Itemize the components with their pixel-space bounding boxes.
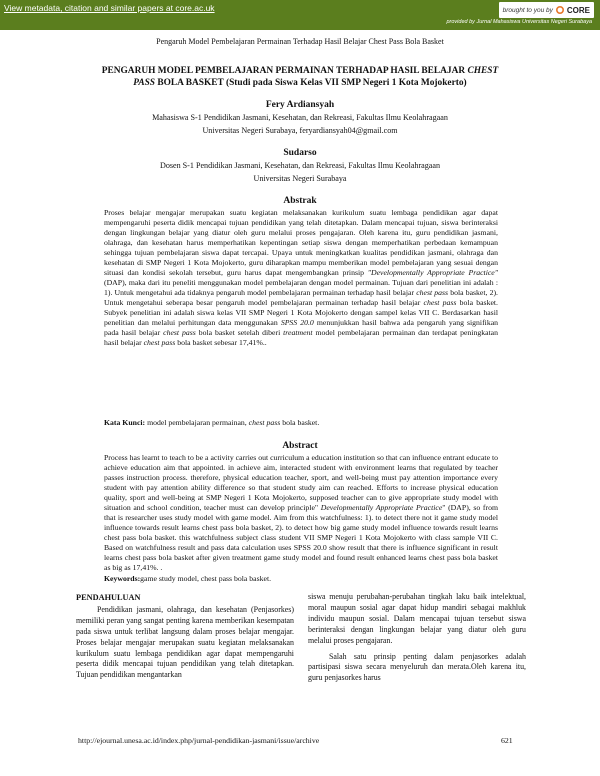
abstract-text: " (DAP), so from that is researcher uses study model with game model. Aim from this watchfulness: 1). to detect there not it game study model influence towards result learns chest pass bola basket, 2). to detect how big game study model influence towards result learns chest pass bola basket. this watchfulness subject class student VII SMP Negeri 1 Kota Mojokerto with class sample VII C. Based on watchfulness result and pass data calculation uses SPSS 20.0 show result that there is influence significant in result learns chest pass bola basket after given treatment game study model and found result enhanced learns chest pass bola basket as big as 17,41%. . bbox=[104, 503, 498, 572]
page-number: 621 bbox=[501, 736, 513, 745]
provided-by-text: provided by Jurnal Mahasiswa Universitas Negeri Surabaya bbox=[446, 19, 592, 25]
intro-paragraph: siswa menuju perubahan-perubahan tingkah laku baik intelektual, moral maupun sosial agar dapat hidup mandiri sebagai makhluk individu maupun sosial. Dalam mencapai tujuan tersebut siswa berinteraksi dengan lingkungan belajar yang diatur oleh guru melalui proses pengajaran. bbox=[308, 592, 526, 645]
abstrak-italic: "Developmentally Appropriate Practice" bbox=[367, 268, 498, 277]
abstrak-italic: chest pass bbox=[163, 328, 196, 337]
abstrak-heading: Abstrak bbox=[283, 196, 317, 206]
intro-heading: PENDAHULUAN bbox=[76, 593, 141, 602]
kata-kunci-label: Kata Kunci: bbox=[104, 418, 146, 427]
kata-kunci bbox=[104, 418, 498, 428]
intro-right-column bbox=[308, 592, 526, 684]
intro-left-column bbox=[76, 593, 294, 681]
abstrak-text: bola basket, 2). Untuk mengetahui seberapa besar pengaruh model pembelajaran permainan terhadap hasil belajar bbox=[104, 288, 498, 307]
intro-paragraph: Pendidikan jasmani, olahraga, dan kesehatan (Penjasorkes) memiliki peran yang sangat penting karena memberikan kesempatan pada siswa untuk terlibat langsung dalam proses belajar mengajar. Proses belajar mengajar merupakan suatu kegiatan melaksanakan kurikulum suatu lembaga pendidikan agar dapat mempengaruhi peserta didik mencapai tujuan pendidikan yang telah ditetapkan. Tujuan pendidikan mengantarkan bbox=[76, 604, 294, 680]
title-italic: PASS bbox=[133, 77, 156, 88]
abstrak-text: (DAP), maka dari itu peneliti menggunakan model pembelajaran dengan model permainan. Tujuan dari penelitian ini adalah : 1). Untuk mengetahui ada tidaknya pengaruh model pembelajaran permainan terhadap hasil belajar bbox=[104, 278, 498, 297]
author-name-1: Fery Ardiansyah bbox=[265, 100, 335, 110]
keywords-text: game study model, chest pass bola basket. bbox=[140, 574, 272, 583]
title-italic: CHEST bbox=[467, 66, 499, 76]
title-part: BOLA BASKET (Studi pada Siswa Kelas VII SMP Negeri 1 Kota Mojokerto) bbox=[155, 77, 467, 88]
running-head: Pengaruh Model Pembelajaran Permainan Terhadap Hasil Belajar Chest Pass Bola Basket bbox=[156, 37, 444, 46]
abstrak-italic: treatment bbox=[283, 328, 313, 337]
abstrak-italic: chest pass bbox=[416, 288, 449, 297]
core-metadata-link[interactable]: View metadata, citation and similar papers at core.ac.uk bbox=[4, 3, 215, 13]
abstrak-text: menunjukkan hasil bahwa ada pengaruh yang signifikan pada hasil belajar bbox=[104, 318, 499, 337]
brought-to-you-text: brought to you by bbox=[502, 6, 553, 14]
intro-paragraph: Salah satu prinsip penting dalam penjasorkes adalah partisipasi siswa secara menyeluruh dan merata.Oleh karena itu, guru penjasorkes harus bbox=[308, 651, 526, 683]
abstrak-italic: chest pass bbox=[143, 338, 176, 347]
abstrak-text: Proses belajar mengajar merupakan suatu kegiatan melaksanakan kurikulum suatu lembaga pendidikan agar dapat mempengaruhi peserta didik mencapai tujuan pendidikan yang telah ditetapkan. Dalam mencapai tujuan, siswa berinteraksi dengan lingkungan belajar yang diatur oleh guru melalui proses pengajaran. Oleh karena itu, guru pendidikan jasmani, olahraga, dan kesehatan harus memperhatikan kepentingan setiap siswa dengan memperhatikan perbedaan kemampuan sehingga tujuan pembelajaran siswa dapat tercapai. Upaya untuk meningkatkan kualitas pendidikan jasmani, olahraga dan kesehatan di SMP Negeri 1 Kota Mojokerto, guru diharapkan mampu memberikan model pembelajaran yang sesuai dengan situasi dan kondisi sekolah tersebut, guru harus dapat mengembangkan prinsip bbox=[104, 208, 498, 277]
kata-kunci-text: model pembelajaran permainan, bbox=[145, 418, 249, 427]
author-affiliation-2b: Universitas Negeri Surabaya bbox=[253, 174, 347, 183]
abstrak-text: bola basket. Subyek penelitian ini adalah siswa kelas VII SMP Negeri 1 Kota Mojokerto dengan sampel kelas VII C. Berdasarkan hasil penelitian dan melalui perhitungan data menggunakan bbox=[104, 298, 498, 327]
abstrak-text: model pembelajaran permainan dan terdapat peningkatan hasil belajar bbox=[104, 328, 498, 347]
abstract-body bbox=[104, 453, 498, 573]
abstrak-italic: chest pass bbox=[423, 298, 457, 307]
paper-title bbox=[80, 66, 520, 89]
abstract-text: Process has learnt to teach to be a activity carries out curriculum a education institution so that can influence entrant educate to achieve education aim that appointed. in achieve aim, interacted student with environment learns that regulated by teacher passes instruction process. therefore, physical education teacher, sport, and well-being must pay attention importance every student with pay attention ability difference so that student study aim can reached. Efforts to increase physical education quality, sport and well-being at SMP Negeri 1 Kota Mojokerto, supposed teacher can to give appropriate study model with situation and school condition, teacher must can develop principle" bbox=[104, 453, 498, 512]
abstract-italic: Developmentally Appropriate Practice bbox=[320, 503, 443, 512]
core-badge[interactable] bbox=[499, 2, 594, 18]
keywords-label: Keywords: bbox=[104, 574, 141, 583]
core-logo-icon bbox=[556, 6, 564, 14]
abstrak-text: bola basket sebesar 17,41%.. bbox=[175, 338, 267, 347]
abstract-heading: Abstract bbox=[282, 441, 318, 451]
keywords bbox=[104, 574, 498, 584]
abstrak-text: bola basket setelah diberi bbox=[195, 328, 284, 337]
core-brand-label: CORE bbox=[566, 5, 590, 15]
author-affiliation-1a: Mahasiswa S-1 Pendidikan Jasmani, Kesehatan, dan Rekreasi, Fakultas Ilmu Keolahragaan bbox=[152, 113, 448, 122]
abstrak-body bbox=[104, 208, 498, 348]
author-name-2: Sudarso bbox=[283, 148, 317, 158]
author-affiliation-1b: Universitas Negeri Surabaya, feryardiansyah04@gmail.com bbox=[202, 126, 398, 135]
title-part: PENGARUH MODEL PEMBELAJARAN PERMAINAN TERHADAP HASIL BELAJAR bbox=[101, 66, 468, 76]
author-affiliation-2a: Dosen S-1 Pendidikan Jasmani, Kesehatan, dan Rekreasi, Fakultas Ilmu Keolahragaan bbox=[159, 161, 441, 170]
kata-kunci-text: bola basket. bbox=[280, 418, 320, 427]
kata-kunci-italic: chest pass bbox=[248, 418, 281, 427]
footer-url[interactable]: http://ejournal.unesa.ac.id/index.php/jurnal-pendidikan-jasmani/issue/archive bbox=[78, 736, 320, 745]
abstrak-italic: SPSS 20.0 bbox=[280, 318, 314, 327]
